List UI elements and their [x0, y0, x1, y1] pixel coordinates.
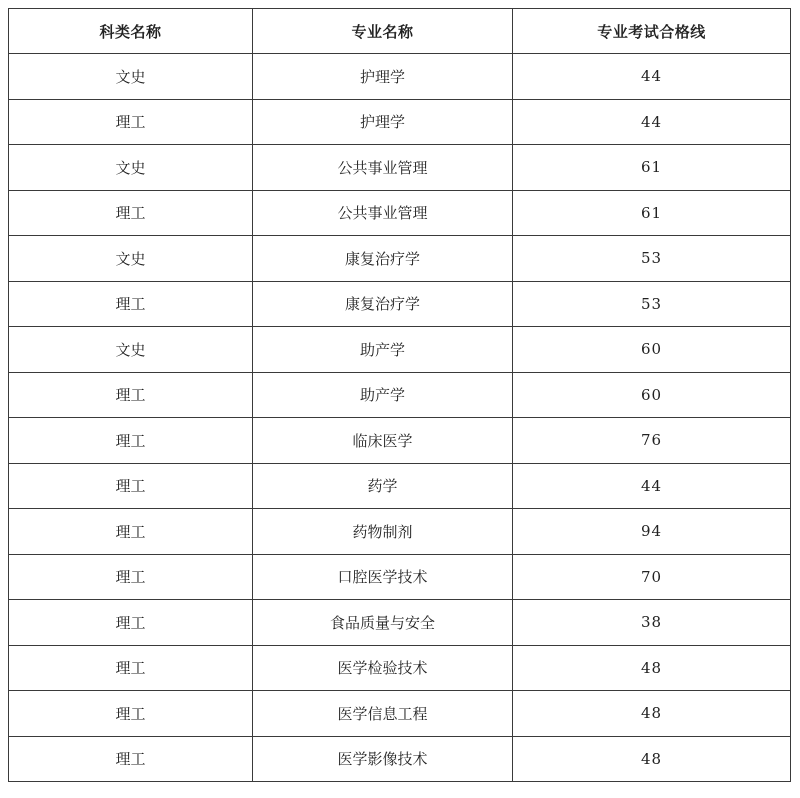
cell-score: 60 — [513, 372, 791, 418]
table-row — [9, 327, 791, 373]
cell-score: 94 — [513, 509, 791, 555]
table-row — [9, 600, 791, 646]
table-row — [9, 736, 791, 782]
cell-category: 理工 — [9, 554, 253, 600]
cell-score: 48 — [513, 736, 791, 782]
cell-major: 口腔医学技术 — [253, 554, 513, 600]
score-table — [8, 8, 791, 782]
cell-major: 公共事业管理 — [253, 190, 513, 236]
cell-major: 食品质量与安全 — [253, 600, 513, 646]
cell-score: 60 — [513, 327, 791, 373]
cell-score: 70 — [513, 554, 791, 600]
cell-category: 文史 — [9, 236, 253, 282]
cell-score: 48 — [513, 645, 791, 691]
cell-score: 38 — [513, 600, 791, 646]
cell-score: 44 — [513, 463, 791, 509]
cell-major: 护理学 — [253, 54, 513, 100]
cell-category: 理工 — [9, 372, 253, 418]
cell-major: 药学 — [253, 463, 513, 509]
cell-category: 文史 — [9, 327, 253, 373]
cell-category: 文史 — [9, 145, 253, 191]
cell-major: 药物制剂 — [253, 509, 513, 555]
table-row — [9, 418, 791, 464]
cell-major: 医学信息工程 — [253, 691, 513, 737]
table-row — [9, 99, 791, 145]
header-major: 专业名称 — [253, 9, 513, 54]
cell-category: 理工 — [9, 281, 253, 327]
cell-category: 理工 — [9, 691, 253, 737]
cell-score: 53 — [513, 236, 791, 282]
cell-category: 理工 — [9, 99, 253, 145]
table-header — [9, 9, 791, 54]
cell-score: 76 — [513, 418, 791, 464]
table-row — [9, 645, 791, 691]
cell-major: 护理学 — [253, 99, 513, 145]
cell-score: 53 — [513, 281, 791, 327]
cell-score: 61 — [513, 145, 791, 191]
table-row — [9, 509, 791, 555]
cell-category: 文史 — [9, 54, 253, 100]
cell-category: 理工 — [9, 190, 253, 236]
cell-category: 理工 — [9, 509, 253, 555]
table-body — [9, 54, 791, 782]
table-row — [9, 372, 791, 418]
cell-major: 公共事业管理 — [253, 145, 513, 191]
table-row — [9, 281, 791, 327]
table-row — [9, 190, 791, 236]
cell-major: 康复治疗学 — [253, 236, 513, 282]
table-row — [9, 463, 791, 509]
cell-major: 助产学 — [253, 327, 513, 373]
table-row — [9, 145, 791, 191]
cell-category: 理工 — [9, 463, 253, 509]
cell-category: 理工 — [9, 645, 253, 691]
cell-category: 理工 — [9, 418, 253, 464]
cell-score: 44 — [513, 54, 791, 100]
header-row — [9, 9, 791, 54]
score-table-sheet — [8, 8, 790, 782]
table-row — [9, 691, 791, 737]
cell-major: 医学影像技术 — [253, 736, 513, 782]
table-row — [9, 236, 791, 282]
header-category: 科类名称 — [9, 9, 253, 54]
cell-category: 理工 — [9, 736, 253, 782]
cell-score: 61 — [513, 190, 791, 236]
cell-score: 48 — [513, 691, 791, 737]
cell-major: 医学检验技术 — [253, 645, 513, 691]
cell-major: 康复治疗学 — [253, 281, 513, 327]
cell-major: 助产学 — [253, 372, 513, 418]
cell-major: 临床医学 — [253, 418, 513, 464]
table-row — [9, 554, 791, 600]
cell-score: 44 — [513, 99, 791, 145]
cell-category: 理工 — [9, 600, 253, 646]
header-score: 专业考试合格线 — [513, 9, 791, 54]
table-row — [9, 54, 791, 100]
